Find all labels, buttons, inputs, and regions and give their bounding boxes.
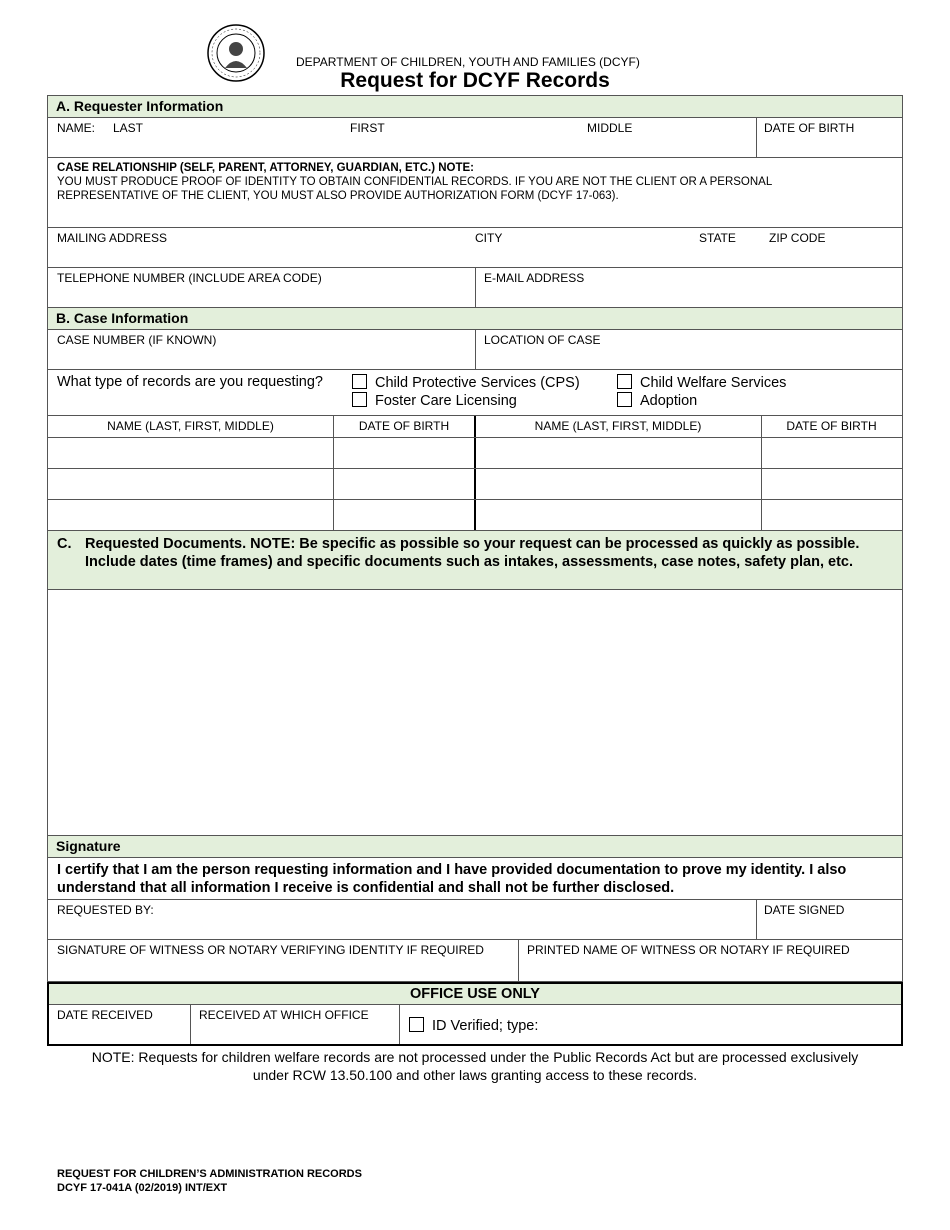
checkbox-child-welfare[interactable] xyxy=(617,374,632,389)
zip-code-label: ZIP CODE xyxy=(769,231,826,245)
telephone-label: TELEPHONE NUMBER (INCLUDE AREA CODE) xyxy=(57,271,322,285)
office-row xyxy=(49,1005,901,1044)
names-table-header xyxy=(47,416,903,438)
witness-name-label: PRINTED NAME OF WITNESS OR NOTARY IF REQUIRED xyxy=(527,943,850,957)
office-use-header: OFFICE USE ONLY xyxy=(49,984,901,1005)
mailing-address-label: MAILING ADDRESS xyxy=(57,231,168,245)
received-office-label: RECEIVED AT WHICH OFFICE xyxy=(199,1008,369,1022)
dob-label: DATE OF BIRTH xyxy=(764,121,855,135)
form-title: REQUEST FOR CHILDREN’S ADMINISTRATION RECORDS xyxy=(57,1168,362,1180)
first-name-label: FIRST xyxy=(350,121,385,135)
section-c-header: C. Requested Documents. NOTE: Be specific as possible so your request can be processed as quickly as possible. Include dates (time frames) and specific documents such as intakes, assessments, case notes, safety plan, etc. xyxy=(47,531,903,590)
case-relationship-label: CASE RELATIONSHIP (SELF, PARENT, ATTORNEY, GUARDIAN, ETC.) NOTE: xyxy=(57,162,475,174)
col-dob-left: DATE OF BIRTH xyxy=(358,419,450,433)
page-title: Request for DCYF Records xyxy=(340,69,610,92)
option-cps[interactable]: Child Protective Services (CPS) xyxy=(352,374,580,391)
department-name: DEPARTMENT OF CHILDREN, YOUTH AND FAMILIES (DCYF) xyxy=(296,55,640,69)
checkbox-adoption[interactable] xyxy=(617,392,632,407)
option-adoption[interactable]: Adoption xyxy=(617,392,697,409)
name-label: NAME: xyxy=(57,121,96,135)
option-foster-care[interactable]: Foster Care Licensing xyxy=(352,392,517,409)
requested-by-row[interactable] xyxy=(47,900,903,940)
location-of-case-label: LOCATION OF CASE xyxy=(484,333,601,347)
case-number-row[interactable] xyxy=(47,330,903,370)
col-name-left: NAME (LAST, FIRST, MIDDLE) xyxy=(107,419,274,433)
form-id: DCYF 17-041A (02/2019) INT/EXT xyxy=(57,1182,228,1194)
request-form xyxy=(47,95,903,1046)
checkbox-id-verified[interactable] xyxy=(409,1017,424,1032)
witness-signature-label: SIGNATURE OF WITNESS OR NOTARY VERIFYING IDENTITY IF REQUIRED xyxy=(57,943,484,957)
record-type-row xyxy=(47,370,903,416)
signature-header: Signature xyxy=(47,836,903,858)
table-row[interactable] xyxy=(47,469,903,500)
contact-row[interactable] xyxy=(47,268,903,308)
city-label: CITY xyxy=(475,231,503,245)
id-verified-option[interactable]: ID Verified; type: xyxy=(409,1017,538,1034)
date-signed-label: DATE SIGNED xyxy=(764,903,845,917)
checkbox-cps[interactable] xyxy=(352,374,367,389)
case-number-label: CASE NUMBER (IF KNOWN) xyxy=(57,333,217,347)
office-use-only xyxy=(47,982,903,1046)
case-relationship-note: YOU MUST PRODUCE PROOF OF IDENTITY TO OBTAIN CONFIDENTIAL RECORDS. IF YOU ARE NOT THE CLIENT OR A PERSONAL REPRESENTATIVE OF THE CLIENT, YOU MUST ALSO PROVIDE AUTHORIZATION FORM (DCYF 17-063). xyxy=(57,176,772,202)
requested-documents-textarea[interactable] xyxy=(47,590,903,836)
middle-name-label: MIDDLE xyxy=(587,121,633,135)
section-a-header: A. Requester Information xyxy=(47,95,903,118)
certification-statement: I certify that I am the person requesting information and I have provided documentation to prove my identity. I also understand that all information I receive is confidential and shall not be further disclosed. xyxy=(47,858,903,900)
email-label: E-MAIL ADDRESS xyxy=(484,271,585,285)
checkbox-foster-care[interactable] xyxy=(352,392,367,407)
witness-row[interactable] xyxy=(47,940,903,982)
address-row[interactable] xyxy=(47,228,903,268)
form-identifier xyxy=(57,1167,362,1195)
option-child-welfare[interactable]: Child Welfare Services xyxy=(617,374,786,391)
case-relationship-row[interactable] xyxy=(47,158,903,228)
date-received-label: DATE RECEIVED xyxy=(57,1008,153,1022)
requested-by-label: REQUESTED BY: xyxy=(57,903,154,917)
last-name-label: LAST xyxy=(113,121,144,135)
table-row[interactable] xyxy=(47,438,903,469)
footer-note: NOTE: Requests for children welfare records are not processed under the Public Records Act but are processed exclusively under RCW 13.50.100 and other laws granting access to these records. xyxy=(91,1049,859,1083)
state-label: STATE xyxy=(699,231,736,245)
section-b-header: B. Case Information xyxy=(47,308,903,330)
record-type-question: What type of records are you requesting? xyxy=(57,374,323,390)
col-name-right: NAME (LAST, FIRST, MIDDLE) xyxy=(534,419,702,433)
col-dob-right: DATE OF BIRTH xyxy=(786,419,877,433)
table-row[interactable] xyxy=(47,500,903,531)
name-row[interactable] xyxy=(47,118,903,158)
